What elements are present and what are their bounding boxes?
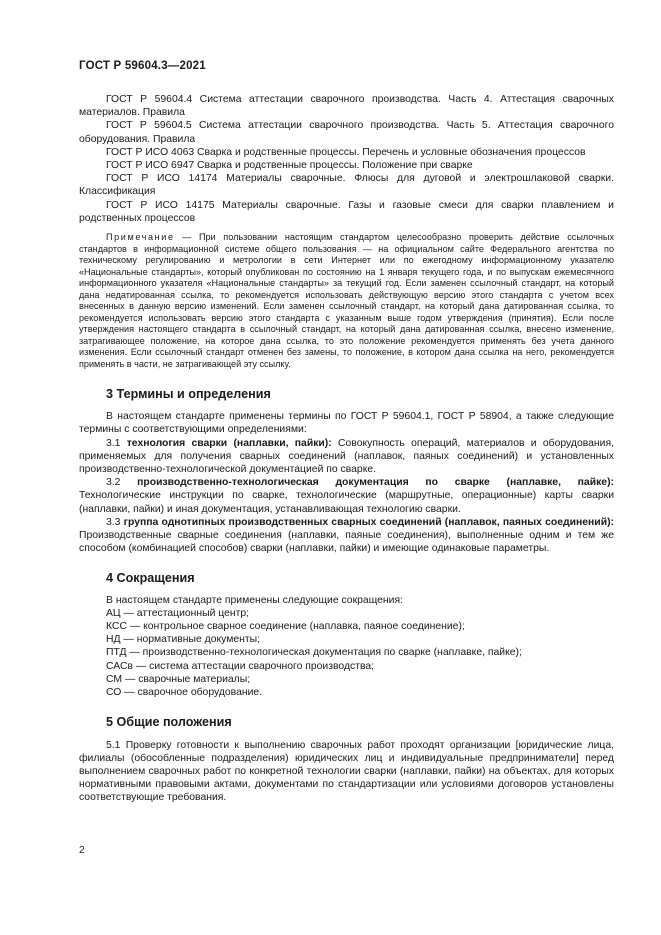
- page-content: [79, 93, 614, 805]
- abbreviation-item: АЦ — аттестационный центр;: [106, 607, 250, 619]
- term-3-1: [79, 437, 614, 477]
- term-name: производственно-технологическая документация по сварке (наплавке, пайке):: [137, 477, 614, 489]
- term-3-3: [79, 516, 614, 556]
- section-3-intro: В настоящем стандарте применены термины по ГОСТ Р 59604.1, ГОСТ Р 58904, а также следующие термины с соответствующими определениями:: [79, 411, 614, 436]
- abbreviation-item: КСС — контрольное сварное соединение (наплавка, паяное соединение);: [106, 621, 465, 633]
- normative-references: [79, 93, 614, 225]
- term-number: 3.3: [106, 516, 124, 528]
- abbreviation-item: САСв — система аттестации сварочного производства;: [106, 660, 375, 672]
- reference-item: ГОСТ Р 59604.4 Система аттестации сварочного производства. Часть 4. Аттестация сварочных материалов. Правила: [79, 94, 614, 119]
- term-number: 3.1: [106, 437, 127, 449]
- reference-item: ГОСТ Р ИСО 4063 Сварка и родственные процессы. Перечень и условные обозначения процессов: [106, 146, 586, 158]
- reference-item: ГОСТ Р 59604.5 Система аттестации сварочного производства. Часть 5. Аттестация сварочного оборудования. Правила: [79, 120, 614, 145]
- reference-item: ГОСТ Р ИСО 6947 Сварка и родственные процессы. Положение при сварке: [106, 160, 473, 172]
- term-name: группа однотипных производственных сварных соединений (наплавок, паяных соединений):: [123, 516, 614, 528]
- note-block: [79, 232, 614, 370]
- term-definition: Технологические инструкции по сварке, технологические (маршрутные, операционные) карты сварки (наплавки, пайки) и иная документация, устанавливающая технологию сварки.: [79, 490, 614, 515]
- reference-item: ГОСТ Р ИСО 14175 Материалы сварочные. Газы и газовые смеси для сварки плавлением и родственных процессов: [79, 199, 614, 224]
- term-name: технология сварки (наплавки, пайки):: [126, 437, 332, 449]
- term-definition: Совокупность операций, материалов и оборудования, применяемых для получения сварных соединений (наплавок, паяных соединений) и установленных производственно-технологической документацией по сварке.: [79, 437, 614, 476]
- term-definition: Производственные сварные соединения (наплавки, паяные соединения), выполненные одним и тем же способом (комбинацией способов) сварки (наплавки, пайки) и имеющие одинаковые параметры.: [79, 530, 614, 555]
- section-5-paragraph: 5.1 Проверку готовности к выполнению сварочных работ проходят организации [юридические лица, филиалы (обособленные подразделения) юридических лиц и индивидуальные предприниматели] перед выполнением сварочных работ по конкретной технологии сварки (наплавки, пайки) на объектах, для которых нормативными правовыми актами, документами по стандартизации или условиями договоров установлены соответствующие требования.: [79, 739, 614, 804]
- note-text: — При пользовании настоящим стандартом целесообразно проверить действие ссылочных стандартов в информационной системе общего пользования — на официальном сайте Федерального агентства по техническому регулированию и метрологии в сети Интернет или по ежегодному информационному указателю «Национальные стандарты», который опубликован по состоянию на 1 января текущего года, и по выпускам ежемесячного информационного указателя «Национальные стандарты» за текущий год. Если заменен ссылочный стандарт, на который дана недатированная ссылка, то рекомендуется использовать действующую версию этого стандарта с учетом всех внесенных в данную версию изменений. Если заменен ссылочный стандарт, на который дана датированная ссылка, то рекомендуется использовать версию этого стандарта с указанным выше годом утверждения (принятия). Если после утверждения настоящего стандарта в ссылочный стандарт, на который дана датированная ссылка, внесено изменение, затрагивающее положение, на которое дана ссылка, то это положение рекомендуется применять без учета данного изменения. Если ссылочный стандарт отменен без замены, то положение, в котором дана ссылка на него, рекомендуется применять в части, не затрагивающей эту ссылку.: [79, 232, 614, 369]
- note-paragraph: [79, 232, 614, 370]
- term-3-2: [79, 476, 614, 516]
- page-number: 2: [79, 845, 85, 856]
- note-label: Примечание: [106, 232, 175, 243]
- section-3-heading: 3 Термины и определения: [106, 387, 271, 402]
- abbreviation-item: СМ — сварочные материалы;: [106, 673, 251, 685]
- section-4-intro: В настоящем стандарте применены следующие сокращения:: [106, 594, 403, 606]
- abbreviation-item: ПТД — производственно-технологическая документация по сварке (наплавке, пайке);: [106, 647, 522, 659]
- section-5-heading: 5 Общие положения: [106, 715, 232, 730]
- term-number: 3.2: [106, 477, 138, 489]
- section-4-heading: 4 Сокращения: [106, 571, 195, 586]
- abbreviation-item: НД — нормативные документы;: [106, 634, 261, 646]
- abbreviations-list: [79, 594, 614, 700]
- reference-item: ГОСТ Р ИСО 14174 Материалы сварочные. Флюсы для дуговой и электрошлаковой сварки. Классификация: [79, 173, 614, 198]
- abbreviation-item: СО — сварочное оборудование.: [106, 687, 263, 699]
- document-header: ГОСТ Р 59604.3—2021: [79, 60, 206, 72]
